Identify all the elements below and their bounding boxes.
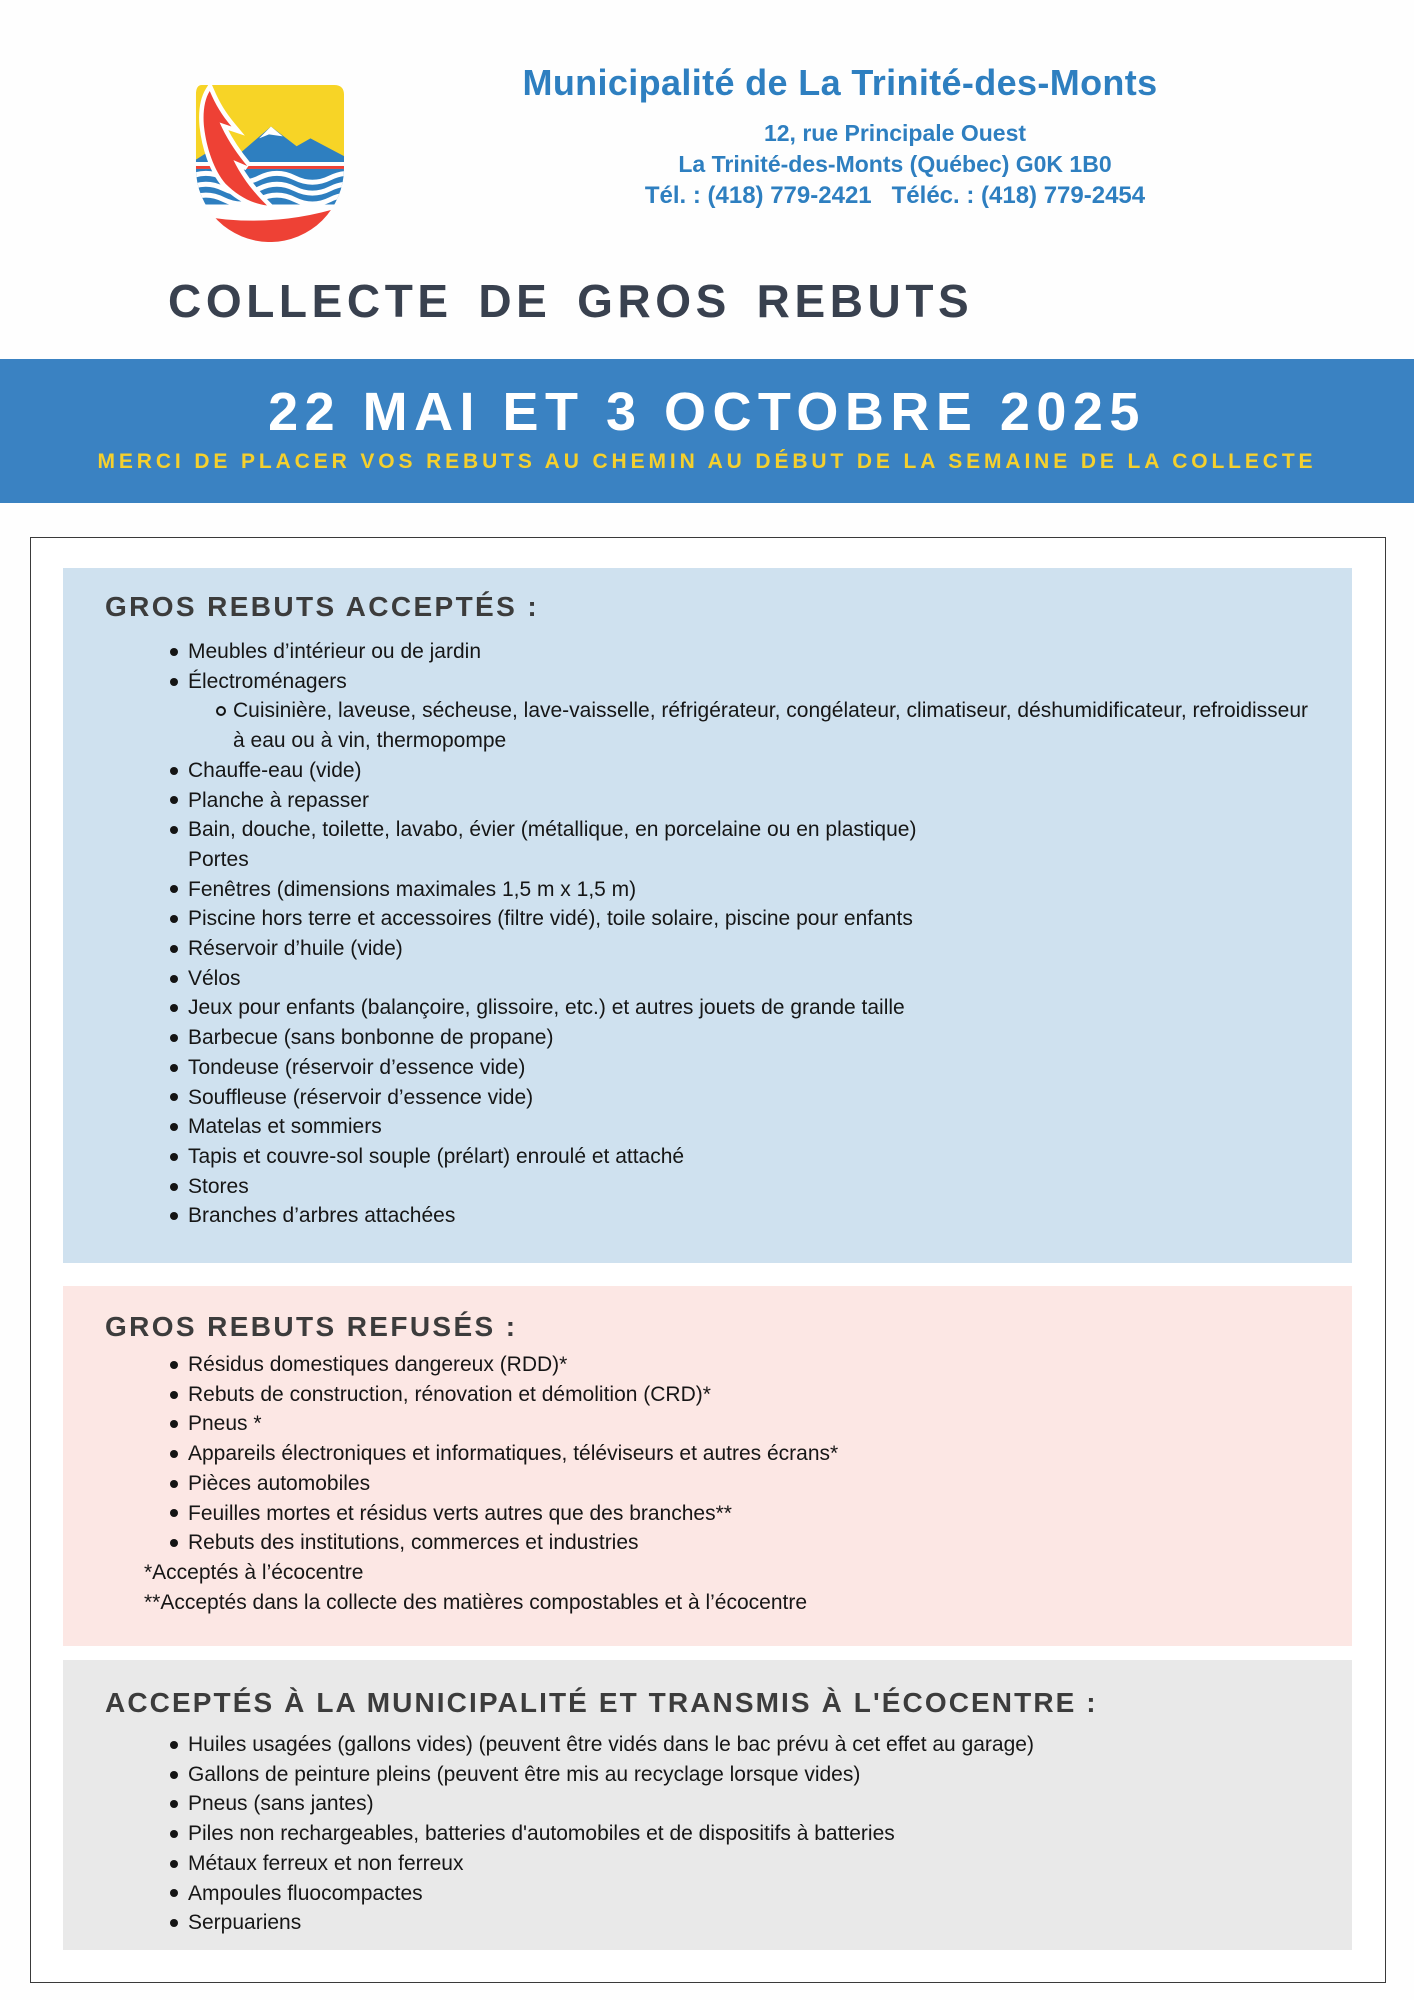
list-item-text: Stores bbox=[188, 1174, 249, 1198]
bullet-icon bbox=[160, 786, 188, 816]
bullet-icon bbox=[160, 1819, 188, 1849]
list-item-text: Piles non rechargeables, batteries d'automobiles et de dispositifs à batteries bbox=[188, 1822, 895, 1846]
bullet-icon bbox=[160, 964, 188, 994]
bullet-icon bbox=[160, 904, 188, 934]
list-item-text: Fenêtres (dimensions maximales 1,5 m x 1,5 m) bbox=[188, 877, 637, 901]
bullet-icon bbox=[160, 1528, 188, 1558]
list-item bbox=[63, 1730, 1352, 1760]
list-item-text: Huiles usagées (gallons vides) (peuvent être vidés dans le bac prévu à cet effet au garage) bbox=[188, 1733, 1034, 1756]
bullet-icon bbox=[160, 1201, 188, 1231]
list-item bbox=[63, 1350, 1352, 1380]
bullet-icon bbox=[160, 1730, 188, 1760]
bullet-icon bbox=[160, 1083, 188, 1113]
bullet-icon bbox=[160, 756, 188, 786]
bullet-icon bbox=[160, 1849, 188, 1879]
list-item-text: Cuisinière, laveuse, sécheuse, lave-vaisselle, réfrigérateur, congélateur, climatiseur, déshumidificateur, refroidisseur à eau ou à vin, thermopompe bbox=[233, 699, 1309, 753]
list-item bbox=[63, 1908, 1352, 1938]
bullet-icon bbox=[160, 1469, 188, 1499]
list-item bbox=[63, 1023, 1352, 1053]
list-item-text: Souffleuse (réservoir d’essence vide) bbox=[188, 1085, 534, 1109]
list-item bbox=[63, 637, 1352, 667]
refused-panel bbox=[63, 1286, 1352, 1646]
bullet-icon bbox=[160, 1172, 188, 1202]
list-item bbox=[63, 934, 1352, 964]
list-item-text: Tondeuse (réservoir d’essence vide) bbox=[188, 1055, 526, 1079]
list-item bbox=[63, 1879, 1352, 1909]
list-item bbox=[63, 1819, 1352, 1849]
circle-bullet-icon bbox=[209, 696, 233, 726]
list-item-text: Réservoir d’huile (vide) bbox=[188, 937, 403, 961]
list-item-text: Jeux pour enfants (balançoire, glissoire, etc.) et autres jouets de grande taille bbox=[188, 996, 905, 1020]
list-item bbox=[63, 1760, 1352, 1790]
list-item-text: Pièces automobiles bbox=[188, 1471, 371, 1495]
dates-banner bbox=[0, 359, 1414, 503]
address-line-2: La Trinité-des-Monts (Québec) G0K 1B0 bbox=[678, 151, 1112, 177]
list-item-text: Tapis et couvre-sol souple (prélart) enroulé et attaché bbox=[188, 1144, 685, 1168]
list-item-text: Rebuts de construction, rénovation et démolition (CRD)* bbox=[188, 1382, 711, 1406]
footnote-text: **Acceptés dans la collecte des matières compostables et à l’écocentre bbox=[144, 1590, 808, 1614]
list-subitem bbox=[63, 696, 1352, 755]
bullet-icon bbox=[160, 667, 188, 697]
ecocentre-list bbox=[63, 1730, 1352, 1938]
bullet-icon bbox=[160, 1023, 188, 1053]
list-item-text: Portes bbox=[188, 847, 249, 871]
list-item bbox=[63, 1142, 1352, 1172]
list-item-text: Ampoules fluocompactes bbox=[188, 1881, 423, 1905]
list-item bbox=[63, 786, 1352, 816]
list-item bbox=[63, 1201, 1352, 1231]
list-item-text: Gallons de peinture pleins (peuvent être mis au recyclage lorsque vides) bbox=[188, 1762, 861, 1786]
list-item bbox=[63, 1083, 1352, 1113]
footnote-text: *Acceptés à l’écocentre bbox=[144, 1560, 364, 1584]
accepted-list bbox=[63, 637, 1352, 1231]
bullet-icon bbox=[160, 993, 188, 1023]
list-item-text: Bain, douche, toilette, lavabo, évier (métallique, en porcelaine ou en plastique) bbox=[188, 818, 917, 842]
list-item bbox=[63, 1172, 1352, 1202]
list-item-text: Pneus * bbox=[188, 1412, 262, 1436]
list-item bbox=[63, 1528, 1352, 1558]
list-item-text: Résidus domestiques dangereux (RDD)* bbox=[188, 1353, 568, 1376]
refused-heading: GROS REBUTS REFUSÉS : bbox=[105, 1311, 518, 1342]
list-item-text: Matelas et sommiers bbox=[188, 1115, 382, 1139]
list-item-text: Branches d’arbres attachées bbox=[188, 1204, 456, 1228]
list-item-text: Meubles d’intérieur ou de jardin bbox=[188, 640, 482, 663]
content-frame bbox=[30, 537, 1386, 1983]
bullet-icon bbox=[160, 1499, 188, 1529]
bullet-icon bbox=[160, 1350, 188, 1380]
bullet-icon bbox=[160, 1409, 188, 1439]
list-item bbox=[63, 1112, 1352, 1142]
list-item bbox=[63, 1849, 1352, 1879]
bullet-icon bbox=[160, 1439, 188, 1469]
list-item bbox=[63, 1789, 1352, 1819]
list-item-text: Appareils électroniques et informatiques, téléviseurs et autres écrans* bbox=[188, 1442, 839, 1466]
collection-dates: 22 MAI ET 3 OCTOBRE 2025 bbox=[268, 382, 1146, 442]
bullet-icon bbox=[160, 1908, 188, 1938]
list-item bbox=[63, 1053, 1352, 1083]
list-item bbox=[63, 875, 1352, 905]
list-item bbox=[63, 1469, 1352, 1499]
letterhead bbox=[420, 60, 1370, 211]
list-item-text: Barbecue (sans bonbonne de propane) bbox=[188, 1026, 554, 1050]
list-item bbox=[63, 667, 1352, 697]
ecocentre-panel bbox=[63, 1660, 1352, 1950]
list-item bbox=[63, 815, 1352, 845]
org-name: Municipalité de La Trinité-des-Monts bbox=[522, 62, 1158, 103]
bullet-icon bbox=[160, 1380, 188, 1410]
ecocentre-heading: ACCEPTÉS À LA MUNICIPALITÉ ET TRANSMIS À L'ÉCOCENTRE : bbox=[105, 1687, 1098, 1718]
document-title: COLLECTE DE GROS REBUTS bbox=[168, 275, 974, 327]
list-item-text: Métaux ferreux et non ferreux bbox=[188, 1851, 464, 1875]
list-item bbox=[63, 1439, 1352, 1469]
refused-list bbox=[63, 1350, 1352, 1617]
list-item bbox=[63, 1380, 1352, 1410]
list-item-text: Planche à repasser bbox=[188, 788, 369, 812]
bullet-icon bbox=[160, 637, 188, 667]
crest-shield-icon bbox=[188, 82, 346, 248]
list-item-continuation bbox=[63, 845, 1352, 875]
list-item-text: Pneus (sans jantes) bbox=[188, 1792, 374, 1816]
list-item-text: Piscine hors terre et accessoires (filtre vidé), toile solaire, piscine pour enfants bbox=[188, 907, 913, 931]
accepted-panel bbox=[63, 568, 1352, 1263]
bullet-icon bbox=[160, 1879, 188, 1909]
list-item-text: Serpuariens bbox=[188, 1911, 302, 1935]
bullet-icon bbox=[160, 815, 188, 845]
list-item-text: Électroménagers bbox=[188, 669, 347, 693]
list-item bbox=[63, 1409, 1352, 1439]
municipal-crest-logo bbox=[188, 82, 346, 248]
accepted-heading: GROS REBUTS ACCEPTÉS : bbox=[105, 591, 540, 622]
list-item bbox=[63, 993, 1352, 1023]
list-item-text: Rebuts des institutions, commerces et industries bbox=[188, 1531, 639, 1555]
banner-subtitle: MERCI DE PLACER VOS REBUTS AU CHEMIN AU DÉBUT DE LA SEMAINE DE LA COLLECTE bbox=[97, 450, 1317, 473]
bullet-icon bbox=[160, 934, 188, 964]
bullet-icon bbox=[160, 1142, 188, 1172]
list-item bbox=[63, 904, 1352, 934]
bullet-icon bbox=[160, 875, 188, 905]
list-item-text: Chauffe-eau (vide) bbox=[188, 758, 362, 782]
list-item-text: Vélos bbox=[188, 966, 241, 990]
bullet-icon bbox=[160, 1112, 188, 1142]
list-item bbox=[63, 1499, 1352, 1529]
bullet-icon bbox=[160, 1760, 188, 1790]
bullet-icon bbox=[160, 1789, 188, 1819]
phone-line: Tél. : (418) 779-2421 Téléc. : (418) 779-2454 bbox=[644, 182, 1146, 209]
bullet-icon bbox=[160, 1053, 188, 1083]
footnote bbox=[63, 1558, 1352, 1588]
list-item bbox=[63, 756, 1352, 786]
list-item bbox=[63, 964, 1352, 994]
address-line-1: 12, rue Principale Ouest bbox=[763, 120, 1027, 146]
list-item-text: Feuilles mortes et résidus verts autres que des branches** bbox=[188, 1501, 732, 1525]
footnote bbox=[63, 1588, 1352, 1618]
